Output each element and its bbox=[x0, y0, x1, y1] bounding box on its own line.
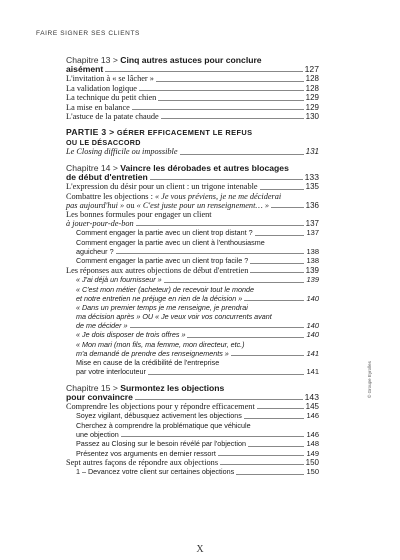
part-title-line1: GÉRER EFFICACEMENT LE REFUS bbox=[116, 128, 253, 138]
entry-label: Présentez vos arguments en dernier ressort bbox=[76, 448, 216, 458]
page-number: 138 bbox=[306, 256, 319, 266]
chapter-15-heading[interactable] bbox=[66, 383, 319, 402]
toc-subentry[interactable] bbox=[66, 411, 319, 420]
page-number: 138 bbox=[306, 246, 319, 256]
chapter-title-line1: Cinq autres astuces pour conclure bbox=[120, 55, 262, 65]
entry-label: Sept autres façons de répondre aux objections bbox=[66, 457, 219, 467]
page-number: 140 bbox=[306, 330, 319, 340]
page-number: 133 bbox=[304, 171, 319, 182]
entry-label: La technique du petit chien bbox=[66, 93, 157, 103]
page-number: 128 bbox=[305, 83, 319, 93]
dot-leader bbox=[135, 399, 303, 400]
page-number: 137 bbox=[306, 228, 319, 238]
toc-entry[interactable] bbox=[66, 84, 319, 93]
page-number: 135 bbox=[305, 182, 319, 192]
page-number: 137 bbox=[305, 219, 319, 229]
page-number: 149 bbox=[306, 448, 319, 458]
page-number: 129 bbox=[305, 102, 319, 112]
entry-label: « C'est mon métier (acheteur) de recevoir tout le monde bbox=[76, 284, 254, 294]
page-number: 150 bbox=[306, 467, 319, 477]
chapter-label: Chapitre 15 > bbox=[66, 382, 118, 393]
entry-label: « J'ai déjà un fournisseur » bbox=[76, 275, 162, 285]
entry-label-line2: aguicheur ? bbox=[76, 246, 114, 256]
toc-subentry[interactable] bbox=[66, 449, 319, 458]
chapter-14-heading[interactable] bbox=[66, 163, 319, 182]
toc-subentry[interactable] bbox=[66, 330, 319, 339]
toc-entry[interactable] bbox=[66, 93, 319, 102]
dot-leader bbox=[218, 455, 305, 456]
toc-subentry[interactable] bbox=[66, 238, 319, 256]
toc-subentry[interactable] bbox=[66, 285, 319, 303]
entry-label: Passez au Closing sur le besoin révélé par l'objection bbox=[76, 439, 246, 449]
toc-subentry[interactable] bbox=[66, 228, 319, 237]
dot-leader bbox=[105, 71, 302, 72]
toc-subentry[interactable] bbox=[66, 303, 319, 330]
page-number: 145 bbox=[305, 401, 319, 411]
entry-label: Les réponses aux autres objections de début d'entretien bbox=[66, 265, 249, 275]
toc-entry[interactable] bbox=[66, 103, 319, 112]
chapter-title-line1: Vaincre les dérobades et autres blocages bbox=[120, 162, 289, 173]
toc-subentry[interactable] bbox=[66, 340, 319, 358]
page-number: 131 bbox=[305, 147, 319, 157]
toc-entry[interactable] bbox=[66, 210, 319, 228]
entry-label: Cherchez à comprendre la problématique que véhicule bbox=[76, 420, 251, 430]
entry-label: Comprendre les objections pour y répondre efficacement bbox=[66, 401, 255, 411]
entry-label: La validation logique bbox=[66, 83, 137, 93]
dot-leader bbox=[220, 464, 304, 465]
entry-label: Mise en cause de la crédibilité de l'entreprise bbox=[76, 358, 220, 368]
page-number: 129 bbox=[305, 93, 319, 103]
entry-label-quote: pas aujourd'hui » bbox=[66, 200, 125, 210]
entry-label: Comment engager la partie avec un client à l'enthousiasme bbox=[76, 237, 265, 247]
entry-label: Comment engager la partie avec un client trop distant ? bbox=[76, 228, 253, 238]
page-number: 130 bbox=[305, 112, 319, 122]
toc-entry[interactable] bbox=[66, 266, 319, 275]
dot-leader bbox=[148, 374, 305, 375]
toc-entry[interactable] bbox=[66, 182, 319, 191]
dot-leader bbox=[136, 225, 304, 226]
entry-label-quote: « C'est juste pour un renseignement… » bbox=[136, 200, 269, 210]
page-number: 139 bbox=[306, 275, 319, 285]
entry-label: 1 – Devancez votre client sur certaines objections bbox=[76, 467, 235, 477]
chapter-label: Chapitre 13 > bbox=[66, 55, 118, 65]
entry-label-part: Combattre les objections : bbox=[66, 191, 155, 201]
table-of-contents bbox=[66, 55, 319, 477]
entry-label: Soyez vigilant, débusquez activement les objections bbox=[76, 411, 242, 421]
toc-subentry[interactable] bbox=[66, 439, 319, 448]
dot-leader bbox=[248, 446, 305, 447]
entry-label-line2: à jouer-pour-de-bon bbox=[66, 219, 134, 229]
toc-subentry[interactable] bbox=[66, 358, 319, 376]
entry-label: La mise en balance bbox=[66, 102, 130, 112]
entry-label: Comment engager la partie avec un client trop facile ? bbox=[76, 256, 249, 266]
chapter-label: Chapitre 14 > bbox=[66, 162, 118, 173]
page-number: 141 bbox=[306, 367, 319, 377]
dot-leader bbox=[187, 337, 304, 338]
toc-subentry[interactable] bbox=[66, 256, 319, 265]
entry-label: L'invitation à « se lâcher » bbox=[66, 74, 154, 84]
dot-leader bbox=[156, 81, 304, 82]
entry-label-line3: de me décider » bbox=[76, 320, 128, 330]
dot-leader bbox=[255, 235, 305, 236]
part-3-heading[interactable] bbox=[66, 127, 319, 156]
toc-entry[interactable] bbox=[66, 402, 319, 411]
entry-label-line2: et notre entretien ne préjuge en rien de la décision » bbox=[76, 293, 243, 303]
part-label: PARTIE 3 > bbox=[66, 127, 115, 138]
dot-leader bbox=[164, 282, 305, 283]
entry-label-line2: par votre interlocuteur bbox=[76, 367, 146, 377]
entry-label-quote: « Je vous préviens, je ne me déciderai bbox=[154, 191, 282, 201]
page-number: 128 bbox=[305, 74, 319, 84]
page-number: 136 bbox=[305, 200, 319, 210]
part-title-line2: OU LE DÉSACCORD bbox=[66, 138, 141, 148]
dot-leader bbox=[121, 436, 305, 437]
entry-label: « Mon mari (mon fils, ma femme, mon directeur, etc.) bbox=[76, 339, 245, 349]
dot-leader bbox=[250, 263, 304, 264]
chapter-title-line2: pour convaincre bbox=[66, 391, 133, 402]
dot-leader bbox=[231, 355, 305, 356]
running-header: FAIRE SIGNER SES CLIENTS bbox=[36, 30, 140, 37]
toc-subentry[interactable] bbox=[66, 421, 319, 439]
dot-leader bbox=[260, 189, 304, 190]
dot-leader bbox=[161, 118, 304, 119]
dot-leader bbox=[271, 207, 304, 208]
entry-label: Les bonnes formules pour engager un client bbox=[66, 210, 212, 220]
page-number: 140 bbox=[306, 293, 319, 303]
toc-subentry[interactable] bbox=[66, 275, 319, 284]
dot-leader bbox=[236, 474, 304, 475]
dot-leader bbox=[180, 154, 304, 155]
page-number: 146 bbox=[306, 429, 319, 439]
entry-label: « Je dois disposer de trois offres » bbox=[76, 330, 186, 340]
page-number: 141 bbox=[306, 348, 319, 358]
chapter-title-line1: Surmontez les objections bbox=[120, 382, 225, 393]
dot-leader bbox=[257, 408, 304, 409]
chapter-title-line2: aisément bbox=[66, 64, 104, 74]
entry-label: « Dans un premier temps je me renseigne, je prendrai bbox=[76, 302, 248, 312]
dot-leader bbox=[132, 109, 304, 110]
toc-subentry[interactable] bbox=[66, 467, 319, 476]
dot-leader bbox=[250, 272, 303, 273]
dot-leader bbox=[244, 300, 304, 301]
copyright-notice: © Groupe Eyrolles bbox=[367, 361, 372, 398]
entry-label-part: ou bbox=[124, 200, 137, 210]
page-number: 143 bbox=[304, 391, 319, 402]
page-number: 127 bbox=[304, 64, 319, 74]
chapter-13-heading[interactable] bbox=[66, 55, 319, 74]
dot-leader bbox=[130, 327, 305, 328]
page-number: 146 bbox=[306, 411, 319, 421]
dot-leader bbox=[116, 253, 305, 254]
entry-label-line2: ma décision après » OU « Je veux voir vos concurrents avant bbox=[76, 311, 272, 321]
page-number: 139 bbox=[305, 265, 319, 275]
page-number: 150 bbox=[305, 457, 319, 467]
dot-leader bbox=[150, 179, 303, 180]
page-number: 148 bbox=[306, 439, 319, 449]
chapter-title-line2: de début d'entretien bbox=[66, 171, 148, 182]
toc-entry[interactable] bbox=[66, 74, 319, 83]
toc-entry[interactable] bbox=[66, 112, 319, 121]
entry-label-line2: m'a demandé de prendre des renseignements » bbox=[76, 348, 229, 358]
dot-leader bbox=[139, 90, 304, 91]
entry-label: L'expression du désir pour un client : un trigone intenable bbox=[66, 182, 258, 192]
toc-entry[interactable] bbox=[66, 458, 319, 467]
entry-label: L'astuce de la patate chaude bbox=[66, 112, 159, 122]
folio-page-number: X bbox=[196, 544, 204, 555]
dot-leader bbox=[158, 100, 303, 101]
page-number: 140 bbox=[306, 320, 319, 330]
part-subtitle: Le Closing difficile ou impossible bbox=[66, 147, 178, 157]
dot-leader bbox=[244, 418, 305, 419]
entry-label-line2: une objection bbox=[76, 429, 119, 439]
toc-entry[interactable] bbox=[66, 192, 319, 210]
